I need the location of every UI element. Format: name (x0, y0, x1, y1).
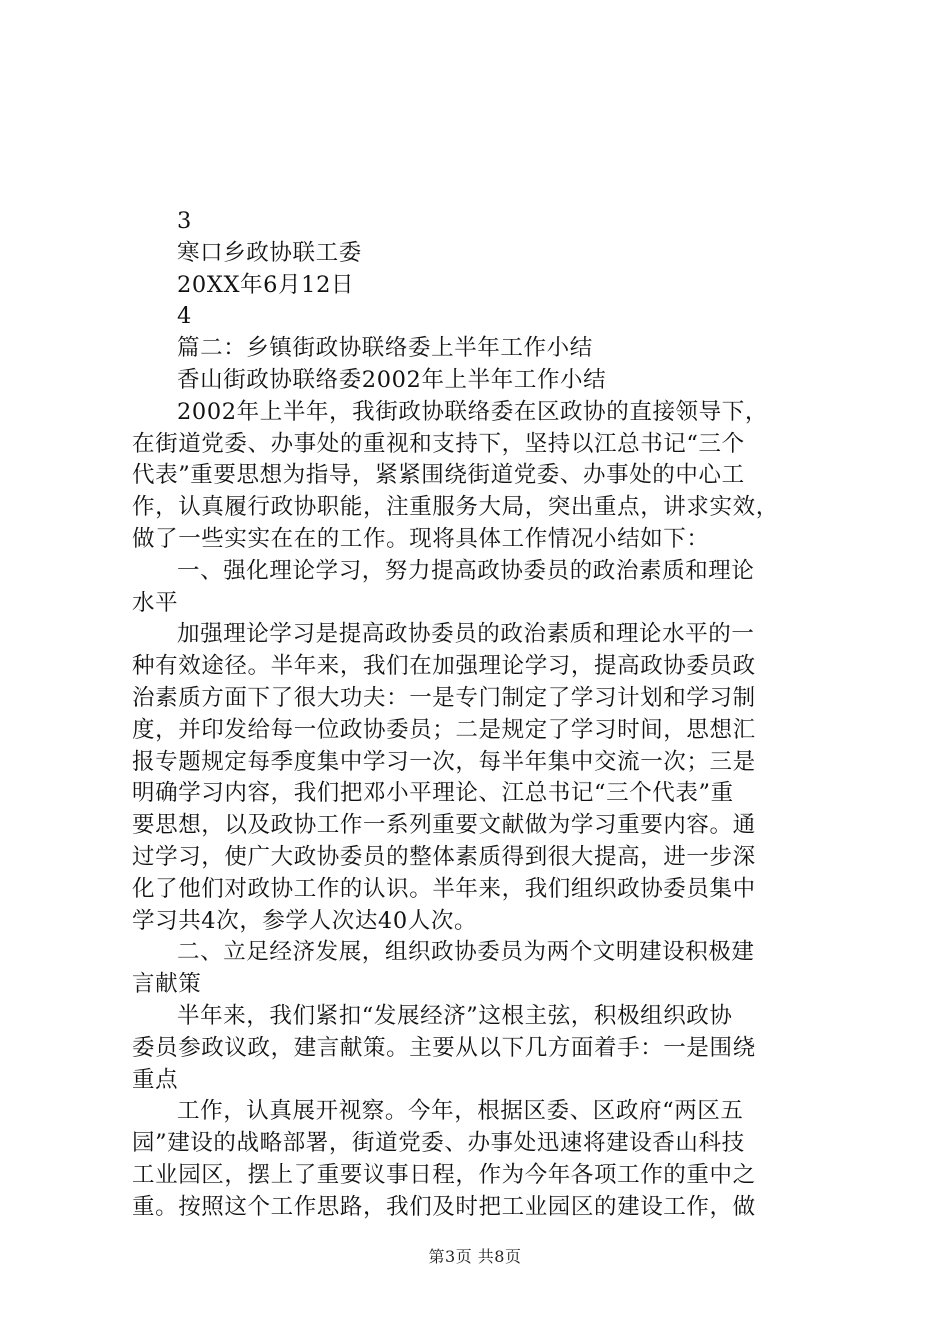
text-line: 要思想，以及政协工作一系列重要文献做为学习重要内容。通 (132, 812, 756, 839)
text-line: 寒口乡政协联工委 (177, 239, 362, 266)
text-line: 度，并印发给每一位政协委员；二是规定了学习时间，思想汇 (132, 716, 756, 743)
text-line: 水平 (132, 589, 179, 616)
text-line: 工业园区，摆上了重要议事日程，作为今年各项工作的重中之 (132, 1161, 756, 1188)
text-line: 重。按照这个工作思路，我们及时把工业园区的建设工作，做 (132, 1193, 756, 1220)
text-line: 过学习，使广大政协委员的整体素质得到很大提高，进一步深 (132, 843, 756, 870)
text-line: 园”建设的战略部署，街道党委、办事处迅速将建设香山科技 (132, 1130, 745, 1157)
text-line: 3 (177, 208, 192, 234)
text-line: 20XX年6月12日 (177, 271, 355, 298)
text-line: 化了他们对政协工作的认识。半年来，我们组织政协委员集中 (132, 875, 756, 902)
text-line: 2002年上半年，我街政协联络委在区政协的直接领导下， (177, 398, 768, 425)
document-body (132, 206, 832, 1224)
text-line: 委员参政议政，建言献策。主要从以下几方面着手：一是围绕 (132, 1034, 756, 1061)
text-line: 种有效途径。半年来，我们在加强理论学习，提高政协委员政 (132, 653, 756, 680)
text-line: 作，认真履行政协职能，注重服务大局，突出重点，讲求实效， (132, 494, 779, 521)
text-line: 在街道党委、办事处的重视和支持下，坚持以江总书记“三个 (132, 430, 745, 457)
text-line: 明确学习内容，我们把邓小平理论、江总书记“三个代表”重 (132, 780, 734, 807)
text-line: 做了一些实实在在的工作。现将具体工作情况小结如下： (132, 525, 710, 552)
text-line: 报专题规定每季度集中学习一次，每半年集中交流一次；三是 (132, 748, 756, 775)
text-line: 加强理论学习是提高政协委员的政治素质和理论水平的一 (177, 621, 755, 648)
text-line: 4 (177, 303, 192, 330)
text-line: 学习共4次，参学人次达40人次。 (132, 907, 478, 934)
text-line: 治素质方面下了很大功夫：一是专门制定了学习计划和学习制 (132, 684, 756, 711)
text-line: 言献策 (132, 971, 202, 998)
page-footer: 第3页 共8页 (428, 1247, 522, 1266)
text-line: 一、强化理论学习，努力提高政协委员的政治素质和理论 (177, 557, 755, 584)
text-line: 香山街政协联络委2002年上半年工作小结 (177, 366, 607, 393)
text-line: 二、立足经济发展，组织政协委员为两个文明建设积极建 (177, 939, 755, 966)
text-line: 重点 (132, 1066, 179, 1093)
text-line: 半年来，我们紧扣“发展经济”这根主弦，积极组织政协 (177, 1002, 733, 1029)
text-line: 工作，认真展开视察。今年，根据区委、区政府“两区五 (177, 1098, 744, 1125)
text-line: 代表”重要思想为指导，紧紧围绕街道党委、办事处的中心工 (132, 462, 745, 489)
text-line: 篇二：乡镇街政协联络委上半年工作小结 (177, 335, 593, 362)
